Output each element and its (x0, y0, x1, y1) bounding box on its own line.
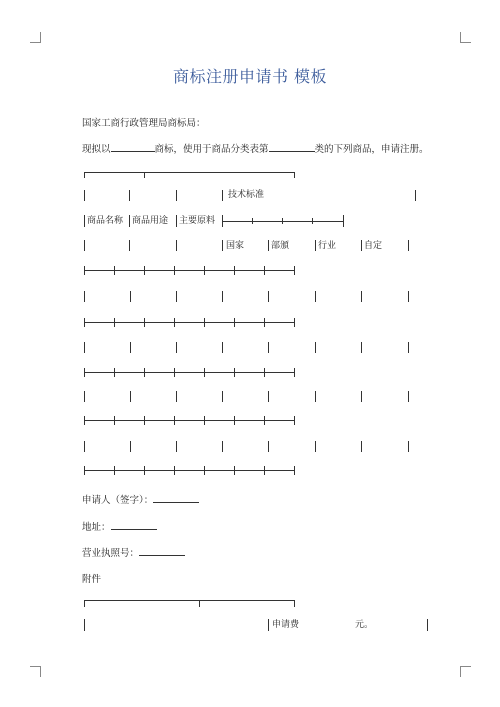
table-tick (84, 172, 85, 178)
tech-standard-label: 技术标准 (228, 190, 265, 200)
table-bar (222, 441, 223, 452)
table-tick (174, 416, 175, 425)
table-tick (294, 172, 295, 178)
std-national: 国家 (226, 241, 245, 251)
table-bar (415, 190, 416, 201)
table-bar (361, 240, 362, 251)
license-number-blank[interactable] (139, 546, 185, 556)
trademark-blank[interactable] (111, 142, 155, 152)
applicant-label: 申请人（签字）： (82, 495, 154, 506)
table-tick (294, 318, 295, 327)
table-bar (84, 342, 85, 353)
table-bar (315, 291, 316, 302)
table-tick (114, 318, 115, 327)
table-tick (204, 318, 205, 327)
document-title: 商标注册申请书 模板 (172, 67, 328, 86)
table-bar (361, 291, 362, 302)
table-bar (222, 240, 223, 251)
table-bar (84, 215, 85, 227)
table-tick (294, 368, 295, 377)
table-bar (361, 441, 362, 452)
table-tick (114, 416, 115, 425)
license-label: 营业执照号： (82, 548, 140, 559)
table-bar (268, 619, 269, 631)
intro-part3: 类的下列商品，申请注册。 (314, 144, 429, 155)
table-tick (84, 318, 85, 327)
table-bar (176, 342, 177, 353)
table-bar (176, 190, 177, 201)
table-tick (282, 218, 283, 224)
intro-line (82, 141, 429, 155)
attachment-label: 附件 (82, 574, 102, 585)
address-label: 地址： (82, 522, 111, 533)
table-tick (204, 466, 205, 475)
applicant-signature-blank[interactable] (153, 493, 199, 503)
table-tick (144, 318, 145, 327)
fee-table-rule (84, 600, 295, 601)
table-tick (84, 266, 85, 275)
intro-part2: 商标，使用于商品分类表第 (154, 144, 269, 155)
table-bar (315, 240, 316, 251)
table-bar (408, 240, 409, 251)
table-bar (84, 190, 85, 201)
table-tick (84, 368, 85, 377)
table-bar (84, 619, 85, 631)
table-bar (343, 215, 344, 227)
std-custom: 自定 (364, 241, 383, 251)
table-bar (84, 441, 85, 452)
table-bar (315, 391, 316, 402)
table-bar (176, 391, 177, 402)
table-bar (408, 291, 409, 302)
col-product-name: 商品名称 (87, 216, 124, 226)
table-tick (204, 368, 205, 377)
table-bar (268, 240, 269, 251)
table-tick (144, 466, 145, 475)
table-tick (234, 266, 235, 275)
table-tick (294, 416, 295, 425)
applicant-line (82, 492, 199, 506)
table-bar (129, 215, 130, 227)
table-bar (408, 342, 409, 353)
crop-mark-top-left (30, 32, 41, 43)
crop-mark-bottom-left (30, 666, 41, 677)
table-tick (234, 318, 235, 327)
table-tick (114, 266, 115, 275)
table-tick (174, 368, 175, 377)
crop-mark-bottom-right (460, 666, 471, 677)
table-tick (234, 368, 235, 377)
table-bar (84, 240, 85, 251)
col-product-use: 商品用途 (132, 216, 169, 226)
table-tick (174, 266, 175, 275)
table-bar (408, 391, 409, 402)
table-bar (361, 391, 362, 402)
table-tick (144, 266, 145, 275)
table-rule (84, 172, 295, 173)
table-tick (264, 266, 265, 275)
table-bar (130, 291, 131, 302)
table-bar (222, 342, 223, 353)
table-bar (222, 391, 223, 402)
table-bar (84, 291, 85, 302)
table-bar (129, 190, 130, 201)
table-bar (268, 391, 269, 402)
crop-mark-top-right (460, 32, 471, 43)
table-tick (264, 318, 265, 327)
table-bar (268, 441, 269, 452)
table-tick (264, 368, 265, 377)
table-bar (130, 391, 131, 402)
address-blank[interactable] (111, 520, 157, 530)
table-tick (114, 466, 115, 475)
table-bar (361, 342, 362, 353)
class-number-blank[interactable] (269, 142, 315, 152)
table-bar (84, 391, 85, 402)
table-tick (114, 368, 115, 377)
addressee-line: 国家工商行政管理局商标局： (82, 118, 206, 129)
table-tick (144, 416, 145, 425)
table-bar (268, 342, 269, 353)
table-bar (222, 291, 223, 302)
table-tick (264, 416, 265, 425)
col-main-material: 主要原料 (179, 216, 216, 226)
table-bar (176, 441, 177, 452)
table-bar (408, 441, 409, 452)
table-bar (176, 240, 177, 251)
table-bar (427, 619, 428, 631)
table-bar (315, 441, 316, 452)
table-tick (144, 172, 145, 178)
std-ministry: 部頒 (271, 241, 290, 251)
table-bar (222, 215, 223, 227)
table-bar (222, 190, 223, 201)
table-tick (204, 266, 205, 275)
table-tick (294, 266, 295, 275)
fee-unit: 元。 (355, 620, 374, 630)
table-tick (294, 466, 295, 475)
std-industry: 行业 (318, 241, 337, 251)
table-bar (129, 240, 130, 251)
table-tick (234, 466, 235, 475)
table-tick (174, 466, 175, 475)
address-line (82, 519, 157, 533)
table-bar (176, 215, 177, 227)
table-tick (252, 218, 253, 224)
table-bar (315, 342, 316, 353)
table-bar (130, 342, 131, 353)
intro-part1: 现拟以 (82, 144, 111, 155)
table-bar (130, 441, 131, 452)
table-bar (268, 291, 269, 302)
table-tick (234, 416, 235, 425)
table-bar (176, 291, 177, 302)
table-tick (174, 318, 175, 327)
license-line (82, 545, 185, 559)
table-tick (84, 600, 85, 607)
table-tick (199, 600, 200, 607)
fee-label: 申请费 (272, 620, 300, 630)
table-tick (84, 416, 85, 425)
table-tick (204, 416, 205, 425)
table-tick (144, 368, 145, 377)
table-tick (312, 218, 313, 224)
table-tick (264, 466, 265, 475)
table-tick (84, 466, 85, 475)
table-tick (294, 600, 295, 607)
